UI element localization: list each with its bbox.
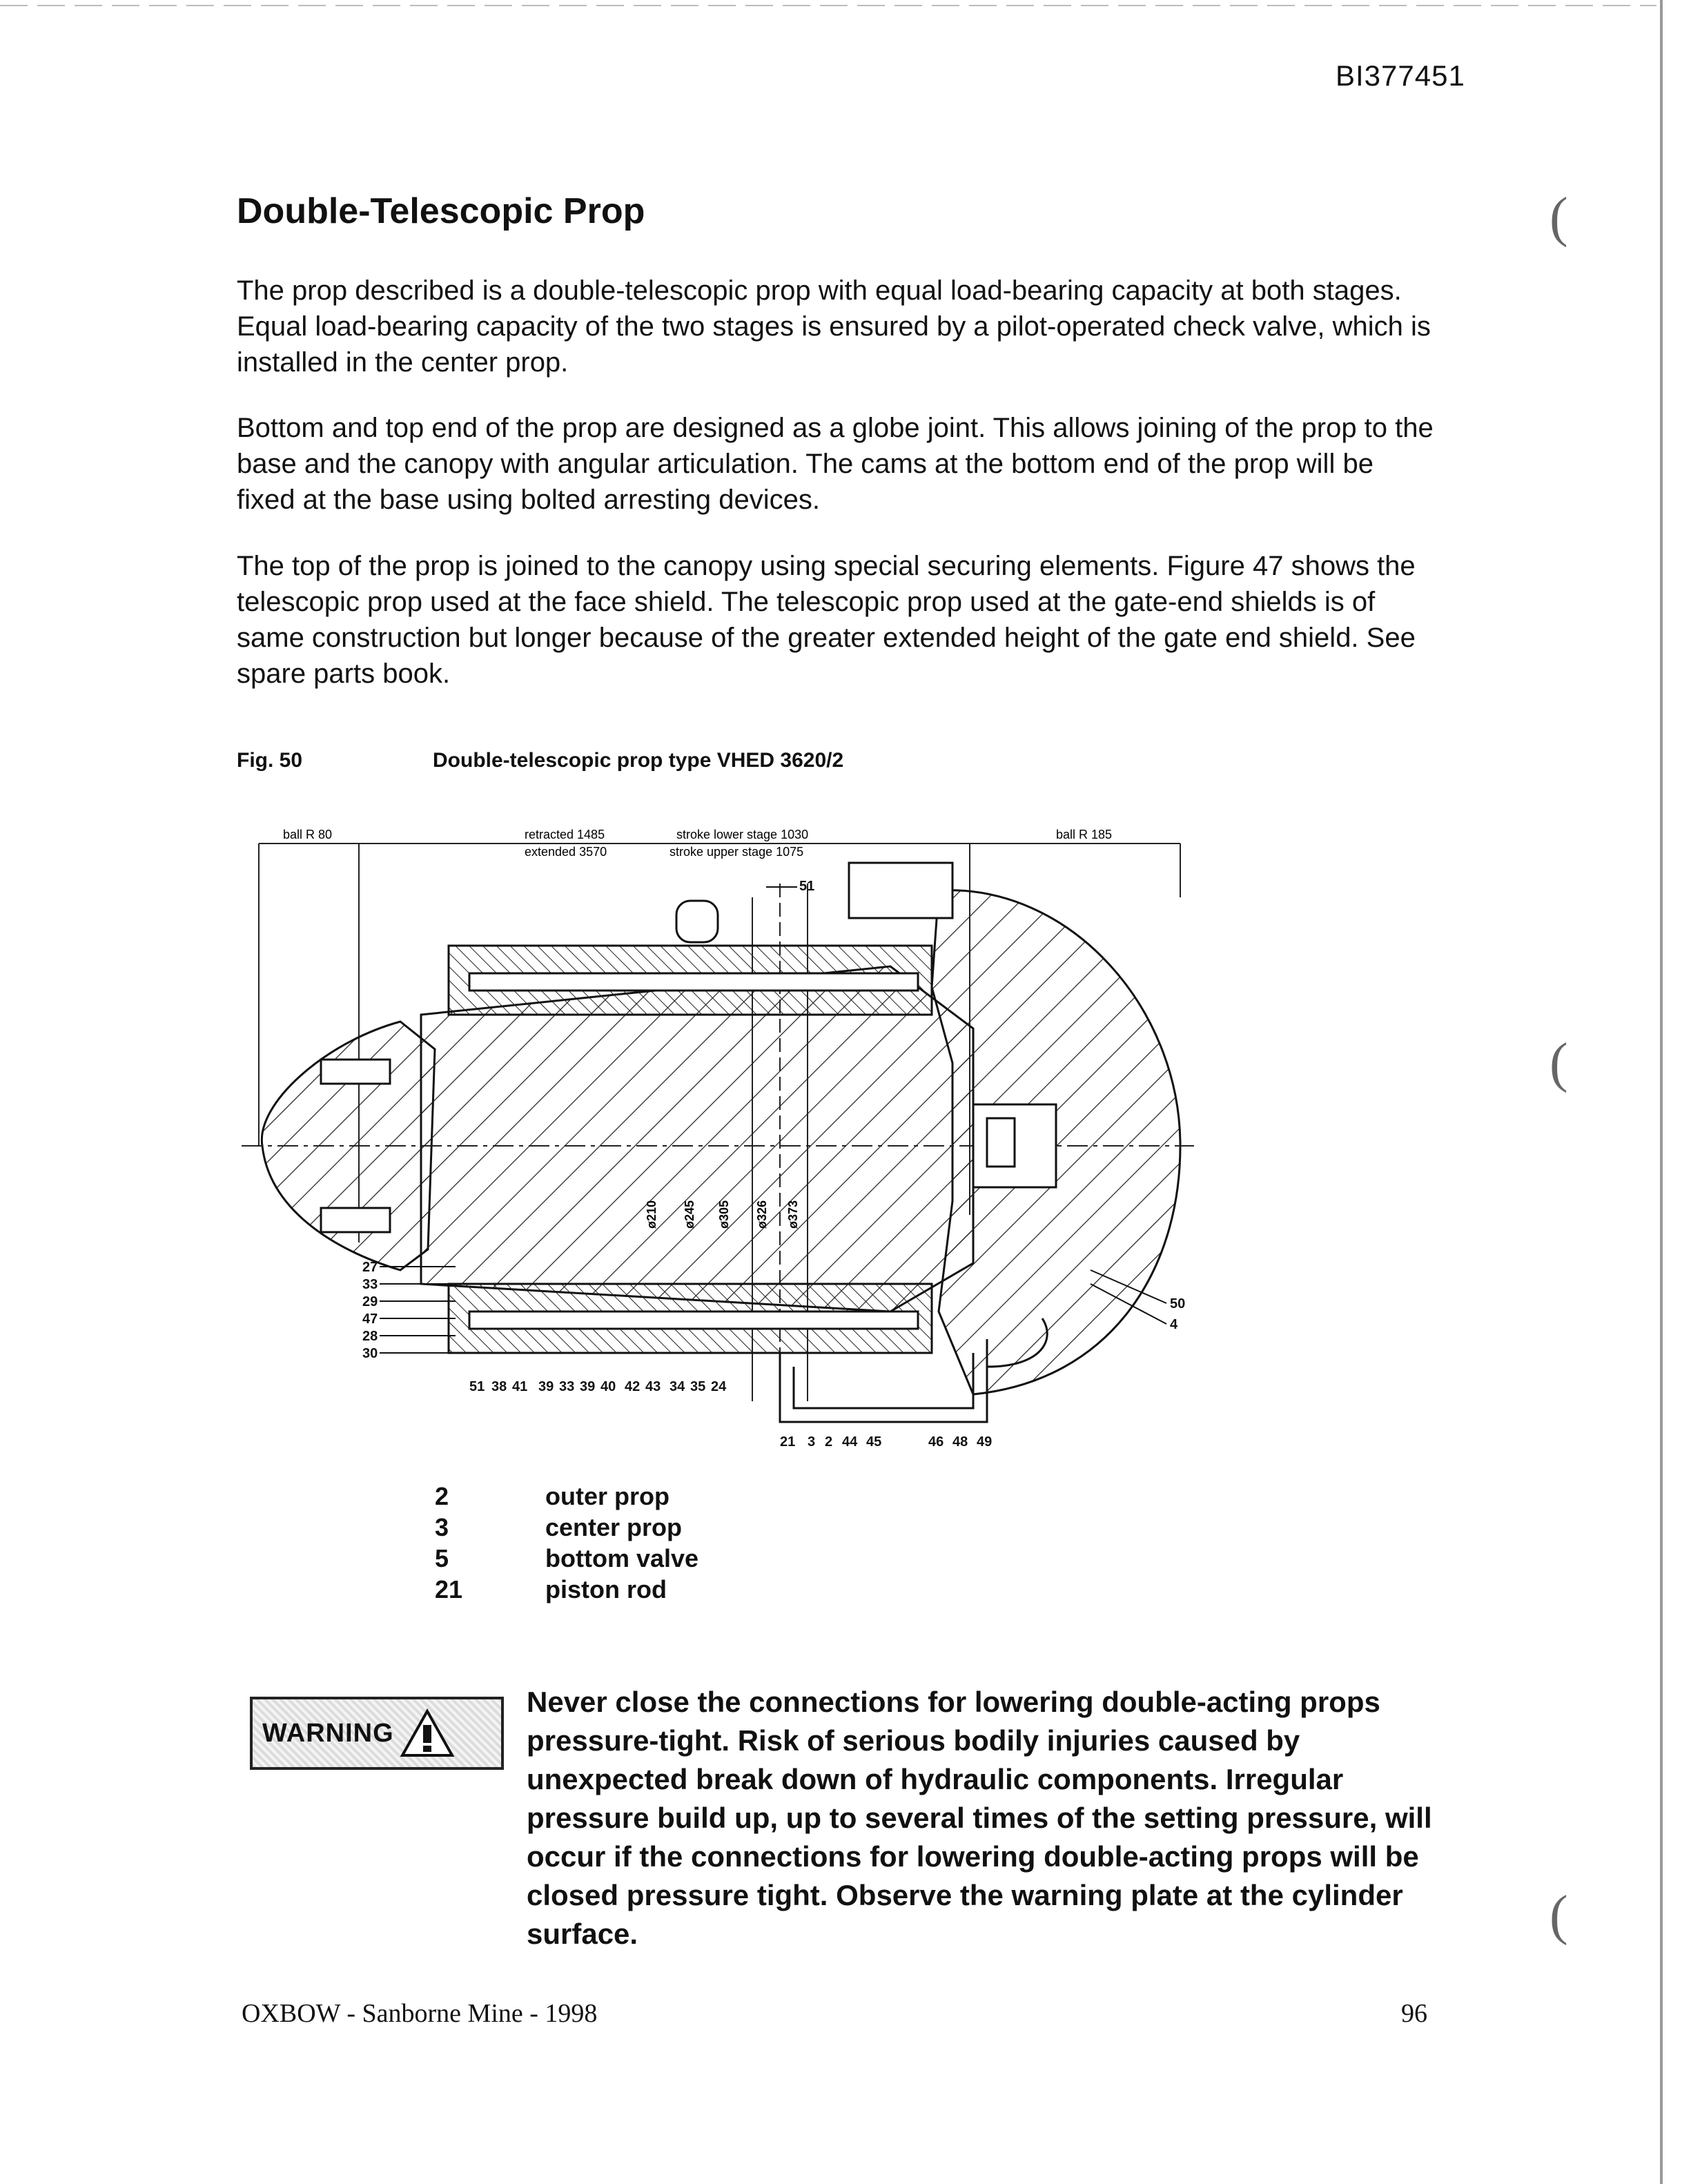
dim-d326: ø326: [755, 1200, 769, 1229]
svg-text:49: 49: [977, 1434, 993, 1450]
svg-text:30: 30: [362, 1346, 378, 1361]
paragraph-1: The prop described is a double-telescopic prop with equal load-bearing capacity at both stages. Equal load-bearing capacity of the two stages is ensured by a pilot-operated check valve, which is installed in the center prop.: [237, 275, 1431, 378]
svg-text:42: 42: [625, 1379, 641, 1394]
page-edge: [1660, 0, 1663, 2184]
svg-text:40: 40: [600, 1379, 616, 1394]
svg-text:39: 39: [580, 1379, 596, 1394]
warning-label: WARNING: [262, 1718, 394, 1748]
dim-d373: ø373: [786, 1200, 800, 1229]
top-fitting: [849, 863, 952, 918]
footer-source: OXBOW - Sanborne Mine - 1998: [242, 1999, 598, 2028]
svg-text:44: 44: [842, 1434, 858, 1450]
paragraph-3: The top of the prop is joined to the canopy using special securing elements. Figure 47 shows the telescopic prop used at the face shield. The telescopic prop used at the gate-end shields is of same construction but longer because of the greater extended height of the gate end shield. See spare parts book.: [237, 551, 1416, 689]
dim-d245: ø245: [683, 1200, 696, 1229]
warning-text: Never close the connections for lowering double-acting props pressure-tight. Risk of serious bodily injuries caused by unexpected break down of hydraulic components. Irregular pressure build up, up to several times of the setting pressure, will occur if the connections for lowering double-acting props will be closed pressure tight. Observe the warning plate at the cylinder surface.: [527, 1686, 1432, 1950]
svg-text:29: 29: [362, 1294, 378, 1309]
dim-extended: extended 3570: [525, 845, 607, 859]
legend-row: 2 outer prop: [435, 1482, 669, 1510]
svg-text:48: 48: [952, 1434, 968, 1450]
svg-text:27: 27: [362, 1260, 378, 1275]
svg-text:50: 50: [1170, 1296, 1186, 1312]
dim-stroke-upper: stroke upper stage 1075: [669, 845, 804, 859]
scan-edge-artifact: [0, 0, 1691, 15]
warning-triangle-icon: [400, 1708, 455, 1758]
paragraph-2: Bottom and top end of the prop are designed as a globe joint. This allows joining of the prop to the base and the canopy with angular articulation. The cams at the bottom end of the prop will be fixed at the base using bolted arresting devices.: [237, 413, 1434, 515]
parts-legend: [428, 1481, 698, 1605]
svg-text:4: 4: [1170, 1317, 1178, 1332]
figure-caption: Double-telescopic prop type VHED 3620/2: [433, 749, 844, 772]
binder-hole-mark: (: [1550, 187, 1568, 248]
svg-text:24: 24: [711, 1379, 727, 1394]
svg-text:35: 35: [690, 1379, 706, 1394]
dim-ball-right: ball R 185: [1056, 828, 1113, 841]
svg-text:28: 28: [362, 1329, 378, 1344]
svg-text:41: 41: [512, 1379, 528, 1394]
legend-row: 21 piston rod: [435, 1575, 667, 1603]
legend-row: 3 center prop: [435, 1513, 683, 1541]
svg-text:45: 45: [866, 1434, 882, 1450]
svg-text:2: 2: [825, 1434, 833, 1450]
svg-text:51: 51: [469, 1379, 485, 1394]
svg-text:34: 34: [669, 1379, 685, 1394]
svg-text:46: 46: [928, 1434, 944, 1450]
dim-d305: ø305: [717, 1200, 731, 1229]
callout-top: 51: [799, 879, 815, 894]
svg-text:39: 39: [538, 1379, 554, 1394]
cam-top: [321, 1060, 390, 1084]
legend-row: 5 bottom valve: [435, 1544, 699, 1572]
svg-text:43: 43: [645, 1379, 661, 1394]
binder-hole-mark: (: [1550, 1885, 1568, 1946]
figure-label: Fig. 50: [237, 749, 303, 772]
dim-ball-left: ball R 80: [283, 828, 333, 841]
svg-text:33: 33: [362, 1277, 378, 1292]
document-id: BI377451: [1336, 59, 1465, 92]
page-title: Double-Telescopic Prop: [237, 191, 645, 231]
page-number: 96: [1401, 1999, 1427, 2028]
prop-cross-section-drawing: [242, 801, 1194, 1463]
svg-text:3: 3: [808, 1434, 816, 1450]
svg-text:33: 33: [559, 1379, 575, 1394]
dim-stroke-lower: stroke lower stage 1030: [676, 828, 809, 841]
svg-text:21: 21: [780, 1434, 796, 1450]
svg-text:38: 38: [491, 1379, 507, 1394]
dim-d210: ø210: [645, 1200, 658, 1229]
top-valve: [676, 901, 718, 942]
svg-text:47: 47: [362, 1312, 378, 1327]
dim-retracted: retracted 1485: [525, 828, 605, 841]
warning-badge: [250, 1697, 504, 1770]
cam-bottom: [321, 1208, 390, 1232]
binder-hole-mark: (: [1550, 1033, 1568, 1093]
